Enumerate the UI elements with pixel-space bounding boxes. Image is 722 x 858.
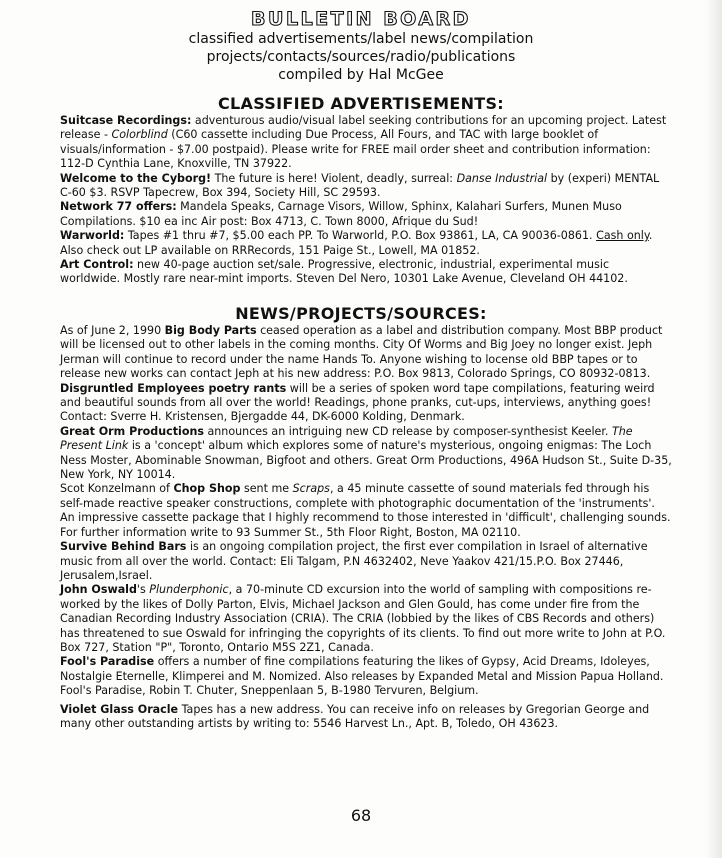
entry-text: offers a number of fine compilations featuring the likes of Gypsy, Acid Dreams, Idoleyes, Nostalgie Eternelle, Klimperei and M. Nomized. Also releases by Expanded Metal and Mission Papua Holland. Fool's Paradise, Robin T. Chuter, Sneppenlaan 5, B-1980 Tervuren, Belgium. [60, 655, 664, 698]
classified-entry [60, 172, 672, 201]
entry-title: Scraps [292, 482, 330, 496]
entry-name: Welcome to the Cyborg! [60, 171, 212, 185]
news-entry [60, 425, 672, 483]
news-entry [60, 655, 672, 698]
classified-entry [60, 200, 672, 229]
entry-text: announces an intriguing new CD release by composer-synthesist Keeler. [203, 424, 612, 438]
classified-entry [60, 229, 672, 258]
page-number: 68 [350, 806, 372, 825]
entry-text: Tapes has a new address. You can receive info on releases by Gregorian George and many other outstanding artists by writing to: 5546 Harvest Ln., Apt. B, Toledo, OH 43623. [60, 702, 650, 730]
entry-text: (C60 cassette including Due Process, All Fours, and TAC with large booklet of visuals/information - $7.00 postpaid). Please write for FREE mail order sheet and contribution information: 112-D Cynthia Lane, Knoxville, TN 37922. [60, 128, 651, 171]
news-section [60, 324, 672, 731]
news-entry [60, 324, 672, 382]
entry-name: Violet Glass Oracle [60, 702, 179, 716]
subtitle-line-3: compiled by Hal McGee [278, 67, 444, 83]
entry-name: Survive Behind Bars [60, 540, 187, 554]
news-entry [60, 482, 672, 540]
classified-entry [60, 258, 672, 287]
entry-text: ceased operation as a label and distribution company. Most BBP product will be licensed out to other labels in the coming months. City Of Worms and Big Joey no longer exist. Jeph Jerman will continue to record under the name Hands To. Anyone wishing to locense old BBP tapes or to release new works can contact Jeph at his new address: P.O. Box 9813, Colorado Springs, CO 80932-0813. [60, 324, 663, 381]
entry-title: Plunderphonic [149, 583, 229, 597]
subtitle-line-2: projects/contacts/sources/radio/publications [206, 49, 516, 65]
entry-name: Great Orm Productions [60, 424, 204, 438]
entry-text: As of June 2, 1990 [60, 324, 165, 337]
entry-name: Chop Shop [173, 482, 241, 496]
news-entry [60, 703, 672, 732]
entry-underlined: Cash only [596, 229, 649, 243]
masthead [0, 8, 722, 84]
entry-text: is a 'concept' album which explores some of nature's mysterious, ongoing enigmas: The Loch Ness Moster, Abominable Snowman, Bigfoot and others. Great Orm Productions, 496A Hudson St., Suite D-35, New York, NY 10014. [60, 439, 672, 482]
news-heading: NEWS/PROJECTS/SOURCES: [235, 304, 487, 323]
entry-text: 's [136, 583, 150, 597]
entry-name: John Oswald [60, 583, 137, 597]
entry-text: The future is here! Violent, deadly, surreal: [211, 171, 457, 185]
entry-title: The Present Link [60, 424, 633, 453]
news-entry [60, 382, 672, 425]
entry-text: by (experi) MENTAL C-60 $3. RSVP Tapecrew, Box 394, Society Hill, SC 29593. [60, 171, 660, 200]
entry-name: Big Body Parts [164, 324, 257, 337]
classified-entry [60, 114, 672, 172]
entry-text: Mandela Speaks, Carnage Visors, Willow, Sphinx, Kalahari Surfers, Munen Muso Compilations. $10 ea inc Air post: Box 4713, C. Town 8000, Afrique du Sud! [60, 200, 622, 228]
entry-title: Colorblind [111, 128, 168, 142]
subtitle-line-1: classified advertisements/label news/compilation [188, 31, 534, 47]
classifieds-section [60, 114, 672, 287]
entry-text: is an ongoing compilation project, the first ever compilation in Israel of alternative music from all over the world. Contact: Eli Talgam, P.N 4632402, Neve Yaakov 421/15.P.O. Box 27446, Jerusalem,Israel. [60, 540, 648, 582]
entry-text: . Also check out LP available on RRRecords, 151 Paige St., Lowell, MA 01852. [60, 229, 653, 257]
entry-name: Fool's Paradise [60, 655, 155, 669]
news-entry [60, 540, 672, 583]
entry-name: Disgruntled Employees poetry rants [60, 381, 287, 395]
entry-text: Scot Konzelmann of [60, 482, 174, 496]
page-title: BULLETIN BOARD [251, 8, 471, 30]
entry-text: will be a series of spoken word tape compilations, featuring weird and beautiful sounds from all over the world! Readings, phone pranks, cut-ups, interviews, anything goes! Contact: Sverre H. Kristensen, Bjergadde 44, DK-6000 Kolding, Denmark. [60, 381, 655, 424]
entry-text: sent me [240, 482, 293, 496]
page-edge-shadow [706, 0, 722, 858]
entry-text: adventurous audio/visual label seeking contributions for an upcoming project. Latest release - [60, 114, 667, 142]
entry-text: new 40-page auction set/sale. Progressive, electronic, industrial, experimental music worldwide. Mostly rare near-mint imports. Steven Del Nero, 10301 Lake Avenue, Cleveland OH 44102. [60, 258, 628, 286]
entry-text: , a 45 minute cassette of sound materials fed through his self-made reactive speaker constructions, complete with photographic documentation of the 'instruments'. An impressive cassette package that I highly recommend to those interested in 'difficult', challenging sounds. For further information write to 93 Summer St., 5th Floor Right, Boston, MA 02110. [60, 482, 671, 539]
entry-name: Art Control: [60, 258, 134, 272]
entry-name: Warworld: [60, 229, 125, 243]
entry-title: Danse Industrial [456, 171, 548, 185]
classifieds-heading: CLASSIFIED ADVERTISEMENTS: [217, 94, 505, 113]
entry-name: Suitcase Recordings: [60, 114, 192, 127]
entry-text: Tapes #1 thru #7, $5.00 each PP. To Warworld, P.O. Box 93861, LA, CA 90036-0861. [124, 229, 597, 243]
entry-text: , a 70-minute CD excursion into the world of sampling with compositions re-worked by the likes of Dolly Parton, Elvis, Michael Jackson and Glen Gould, has come under fire from the Canadian Recording Industry Association (CRIA). The CRIA (lobbied by the likes of CBS Records and others) has threatened to sue Oswald for infringing the copyrights of its clients. To find out more write to John at P.O. Box 727, Station "P", Toronto, Ontario M5S 2Z1, Canada. [60, 583, 666, 654]
news-entry [60, 583, 672, 655]
entry-name: Network 77 offers: [60, 200, 177, 214]
